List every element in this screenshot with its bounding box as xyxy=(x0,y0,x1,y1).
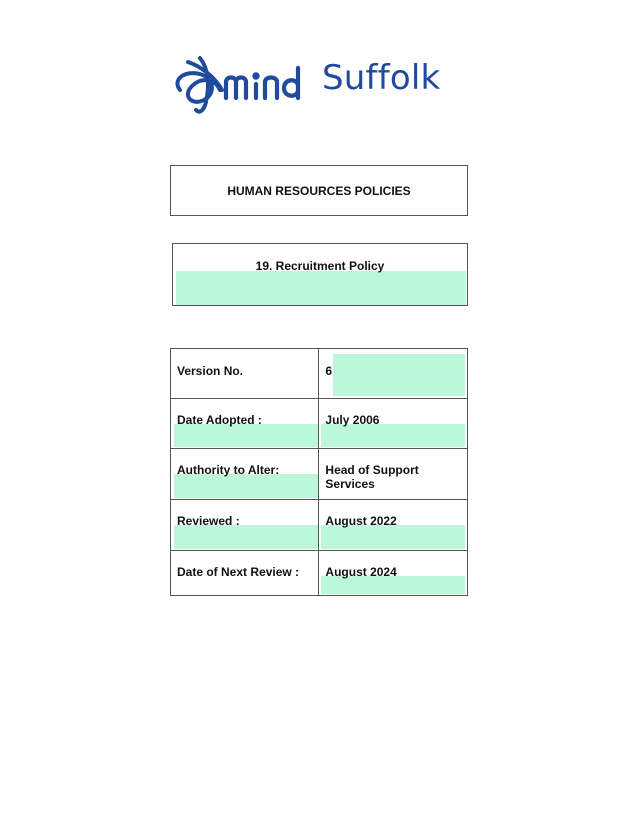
next-review-value: August 2024 xyxy=(325,565,397,579)
highlight xyxy=(321,525,465,549)
highlight xyxy=(321,424,465,447)
policy-details-table xyxy=(170,348,468,596)
value-cell xyxy=(319,349,468,399)
value-cell xyxy=(319,500,468,551)
table-row xyxy=(171,551,468,596)
table-row xyxy=(171,399,468,449)
next-review-label: Date of Next Review : xyxy=(177,565,300,579)
highlight xyxy=(174,474,318,498)
document-heading-box xyxy=(170,165,468,216)
mind-suffolk-logo xyxy=(170,50,441,116)
date-adopted-label: Date Adopted : xyxy=(177,413,262,427)
value-cell xyxy=(319,399,468,449)
policy-title-box xyxy=(172,243,468,306)
value-cell xyxy=(319,449,468,500)
authority-value: Head of Support Services xyxy=(325,463,419,491)
label-cell xyxy=(171,551,319,596)
authority-label: Authority to Alter: xyxy=(177,463,280,477)
highlight xyxy=(174,424,318,447)
reviewed-value: August 2022 xyxy=(325,514,397,528)
mind-logo-icon xyxy=(170,50,320,116)
version-value: 6 xyxy=(325,364,333,378)
date-adopted-value: July 2006 xyxy=(325,413,380,427)
document-heading: HUMAN RESOURCES POLICIES xyxy=(227,183,411,198)
label-cell xyxy=(171,449,319,500)
org-name: Suffolk xyxy=(322,58,441,98)
label-cell xyxy=(171,349,319,399)
label-cell xyxy=(171,500,319,551)
value-cell xyxy=(319,551,468,596)
label-cell xyxy=(171,399,319,449)
table-row xyxy=(171,349,468,399)
version-label: Version No. xyxy=(177,364,244,378)
table-row xyxy=(171,500,468,551)
highlight xyxy=(176,271,466,305)
table-row xyxy=(171,449,468,500)
reviewed-label: Reviewed : xyxy=(177,514,240,528)
highlight xyxy=(174,525,318,549)
policy-title: 19. Recruitment Policy xyxy=(255,259,385,273)
